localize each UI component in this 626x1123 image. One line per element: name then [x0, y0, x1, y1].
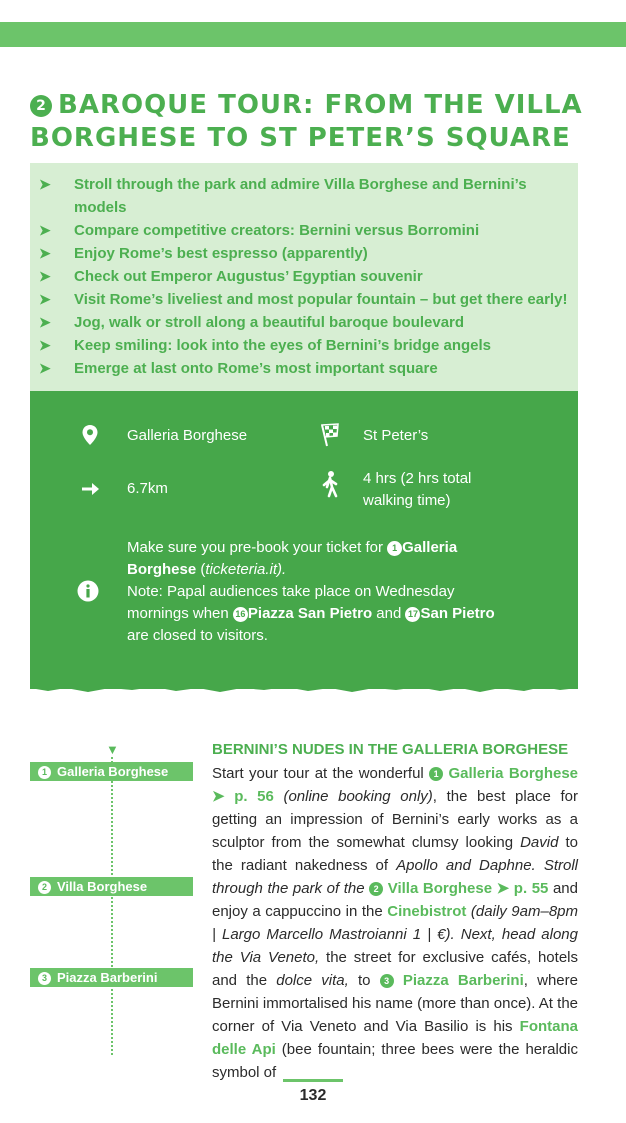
- arrow-bullet-icon: ➤: [39, 314, 51, 330]
- stop-number-badge: 1: [387, 541, 402, 556]
- arrow-bullet-icon: ➤: [39, 337, 51, 353]
- highlights-list: [30, 163, 578, 380]
- section-body: [212, 740, 578, 1084]
- booking-note: Make sure you pre-book your ticket for 1 Galleria Borghese (ticketeria.it). Note: Papal audiences take place on Wednesday mornings when 16 Piazza San Pietro and 17 San Pietro are closed to visitors.: [127, 539, 495, 644]
- info-icon: [77, 580, 99, 602]
- list-item: ➤ Visit Rome’s liveliest and most popular fountain – but get there early!: [30, 288, 578, 311]
- page-number-rule: [283, 1079, 343, 1082]
- stop-number-badge: 17: [405, 607, 420, 622]
- timeline-stop: 2 Villa Borghese: [30, 877, 193, 896]
- arrow-bullet-icon: ➤: [39, 291, 51, 307]
- list-item: ➤ Stroll through the park and admire Villa Borghese and Bernini’s models: [30, 173, 578, 219]
- timeline-line: [111, 757, 113, 1055]
- arrow-bullet-icon: ➤: [39, 268, 51, 284]
- list-item: ➤ Keep smiling: look into the eyes of Bernini’s bridge angels: [30, 334, 578, 357]
- start-location: Galleria Borghese: [127, 427, 248, 444]
- villa-borghese-link[interactable]: Villa Borghese: [387, 880, 493, 897]
- distance: 6.7km: [127, 480, 168, 497]
- finish-location: St Peter’s: [363, 427, 429, 444]
- arrow-bullet-icon: ➤: [39, 360, 51, 376]
- arrow-bullet-icon: ➤: [39, 222, 51, 238]
- tour-number-badge: 2: [30, 95, 52, 117]
- cinebistrot-link[interactable]: Cinebistrot: [387, 903, 467, 920]
- highlights-box: [30, 163, 578, 391]
- fontana-delle-api-link[interactable]: Fontana delle Api: [212, 1018, 578, 1058]
- arrow-bullet-icon: ➤: [39, 176, 51, 192]
- duration: 4 hrs (2 hrs total walking time): [363, 470, 472, 509]
- title-text: BAROQUE TOUR: FROM THE VILLA BORGHESE TO ST PETER’S SQUARE: [30, 90, 583, 153]
- torn-edge: [30, 680, 578, 698]
- list-item: ➤ Compare competitive creators: Bernini versus Borromini: [30, 219, 578, 242]
- timeline-stop: 1 Galleria Borghese: [30, 762, 193, 781]
- page-title: [30, 89, 610, 155]
- list-item: ➤ Emerge at last onto Rome’s most important square: [30, 357, 578, 380]
- finish-flag-icon: [318, 422, 342, 448]
- galleria-borghese-link[interactable]: Galleria Borghese: [448, 765, 579, 782]
- top-bar: [0, 22, 626, 47]
- list-item: ➤ Check out Emperor Augustus’ Egyptian souvenir: [30, 265, 578, 288]
- timeline-arrow-icon: ▼: [106, 742, 119, 757]
- tour-info-box: [30, 391, 578, 689]
- arrow-bullet-icon: ➤: [39, 245, 51, 261]
- page-ref-link[interactable]: ➤ p. 56: [212, 788, 274, 805]
- timeline-stop: 3 Piazza Barberini: [30, 968, 193, 987]
- piazza-barberini-link[interactable]: Piazza Barberini: [402, 972, 524, 989]
- walking-person-icon: [319, 470, 341, 498]
- list-item: ➤ Enjoy Rome’s best espresso (apparently): [30, 242, 578, 265]
- page-number: 132: [299, 1087, 327, 1104]
- distance-arrow-icon: [79, 478, 101, 500]
- section-text: Start your tour at the wonderful 1 Galleria Borghese ➤ p. 56 (online booking only), the best place for getting an impression of Bernini’s early works as a sculptor from the somewhat clumsy looking David to the radiant nakedness of Apollo and Daphne. Stroll through the park of the 2 Villa Borghese ➤ p. 55 and enjoy a cappuccino in the Cinebistrot (daily 9am–8pm | Largo Marcello Mastroianni 1 | €). Next, head along the Via Veneto, the street for exclusive cafés, hotels and the dolce vita, to 3 Piazza Barberini, where Bernini immortalised his name (more than once). At the corner of Via Veneto and Via Basilio is his Fontana delle Api (bee fountain; three bees were the heraldic symbol of: [212, 765, 579, 1081]
- page-ref-link[interactable]: ➤ p. 55: [496, 880, 549, 897]
- location-pin-icon: [79, 424, 101, 446]
- section-heading: BERNINI’S NUDES IN THE GALLERIA BORGHESE: [212, 741, 569, 758]
- stop-number-badge: 16: [233, 607, 248, 622]
- list-item: ➤ Jog, walk or stroll along a beautiful baroque boulevard: [30, 311, 578, 334]
